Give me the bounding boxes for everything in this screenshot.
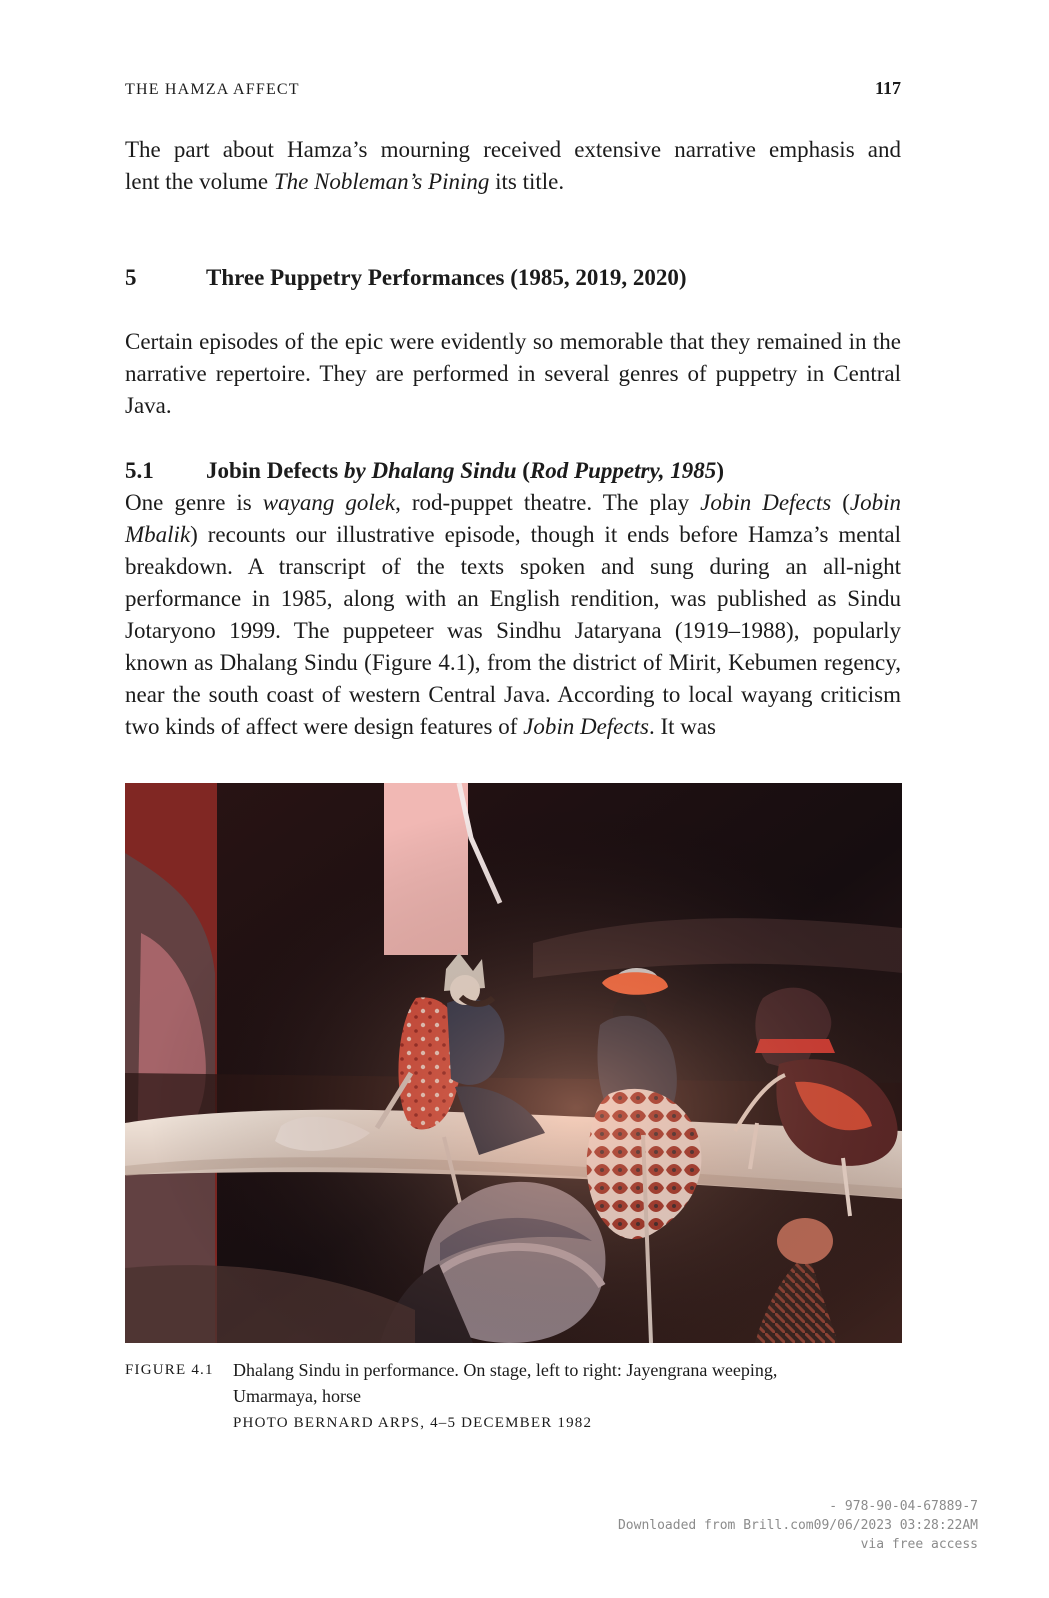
section-5-1-number: 5.1 — [125, 458, 154, 483]
section-5-1-title — [206, 455, 724, 487]
running-title: THE HAMZA AFFECT — [125, 81, 300, 98]
section-5-title: Three Puppetry Performances (1985, 2019, 2020) — [206, 265, 687, 290]
section-5-number: 5 — [125, 265, 137, 290]
section-5-1-paragraph-text — [125, 487, 901, 743]
paragraph-text-segment: ( — [831, 490, 850, 515]
access-line: via free access — [860, 1537, 978, 1552]
section-5-paragraph — [125, 326, 901, 422]
download-line: Downloaded from Brill.com09/06/2023 03:28:22AM — [617, 1518, 978, 1533]
paragraph-text-segment: ) recounts our illustrative episode, though it ends before Hamza’s mental breakdown. A transcript of the texts spoken and sung during an all-night performance in 1985, along with an English rendition, was published as Sindu Jotaryono 1999. The puppeteer was Sindhu Jataryana (1919–1988), popularly known as Dhalang Sindu (Figure 4.1), from the district of Mirit, Kebumen regency, near the south coast of western Central Java. According to local wayang criticism two kinds of affect were design features of — [125, 522, 901, 739]
section-5-1-title-main: Jobin Defects — [206, 458, 344, 483]
section-5-1-title-paren-close: ) — [716, 458, 724, 483]
section-5-heading — [125, 262, 901, 294]
intro-text-after-title: its title. — [489, 169, 565, 194]
intro-line-1: The part about Hamza’s mourning received extensive narrative emphasis and — [125, 137, 901, 162]
figure-4-1-photo — [125, 783, 902, 1343]
section-5-1-heading — [125, 455, 901, 487]
section-5-1-title-paren-open: ( — [516, 458, 530, 483]
intro-text-before-title: lent the volume — [125, 169, 274, 194]
play-title: Jobin Defects — [523, 714, 649, 739]
caption-row — [125, 1357, 901, 1409]
genre-term: wayang golek — [262, 490, 396, 515]
intro-line-2 — [125, 166, 901, 198]
running-header — [125, 78, 901, 100]
section-5-1-title-author: by Dhalang Sindu — [343, 458, 517, 483]
isbn-line: - 978-90-04-67889-7 — [829, 1499, 978, 1514]
figure-label: FIGURE 4.1 — [125, 1362, 214, 1378]
page-number: 117 — [874, 78, 901, 98]
play-title: Jobin Defects — [700, 490, 832, 515]
photo-credit: PHOTO BERNARD ARPS, 4–5 DECEMBER 1982 — [233, 1415, 593, 1431]
paragraph-text-segment: , rod-puppet theatre. The play — [395, 490, 701, 515]
figure-caption — [125, 1357, 901, 1435]
javanese-play-title: Jobin Mbalik — [125, 490, 901, 547]
paragraph-text-segment: One genre is — [125, 490, 263, 515]
section-5-paragraph-text: Certain episodes of the epic were evidently so memorable that they remained in the narrative repertoire. They are performed in several genres of puppetry in Central Java. — [125, 329, 901, 418]
figure-caption-text: Dhalang Sindu in performance. On stage, left to right: Jayengrana weeping, Umarmaya, horse — [233, 1360, 778, 1406]
section-5-1-title-genre: Rod Puppetry, 1985 — [529, 458, 717, 483]
puppet-performance-photo — [125, 783, 902, 1343]
warm-stage-light — [125, 783, 902, 1343]
download-notice — [558, 1497, 978, 1554]
intro-paragraph — [125, 134, 901, 198]
book-title: The Nobleman’s Pining — [273, 169, 490, 194]
paragraph-text-segment: . It was — [648, 714, 717, 739]
section-5-1-paragraph — [125, 487, 901, 743]
